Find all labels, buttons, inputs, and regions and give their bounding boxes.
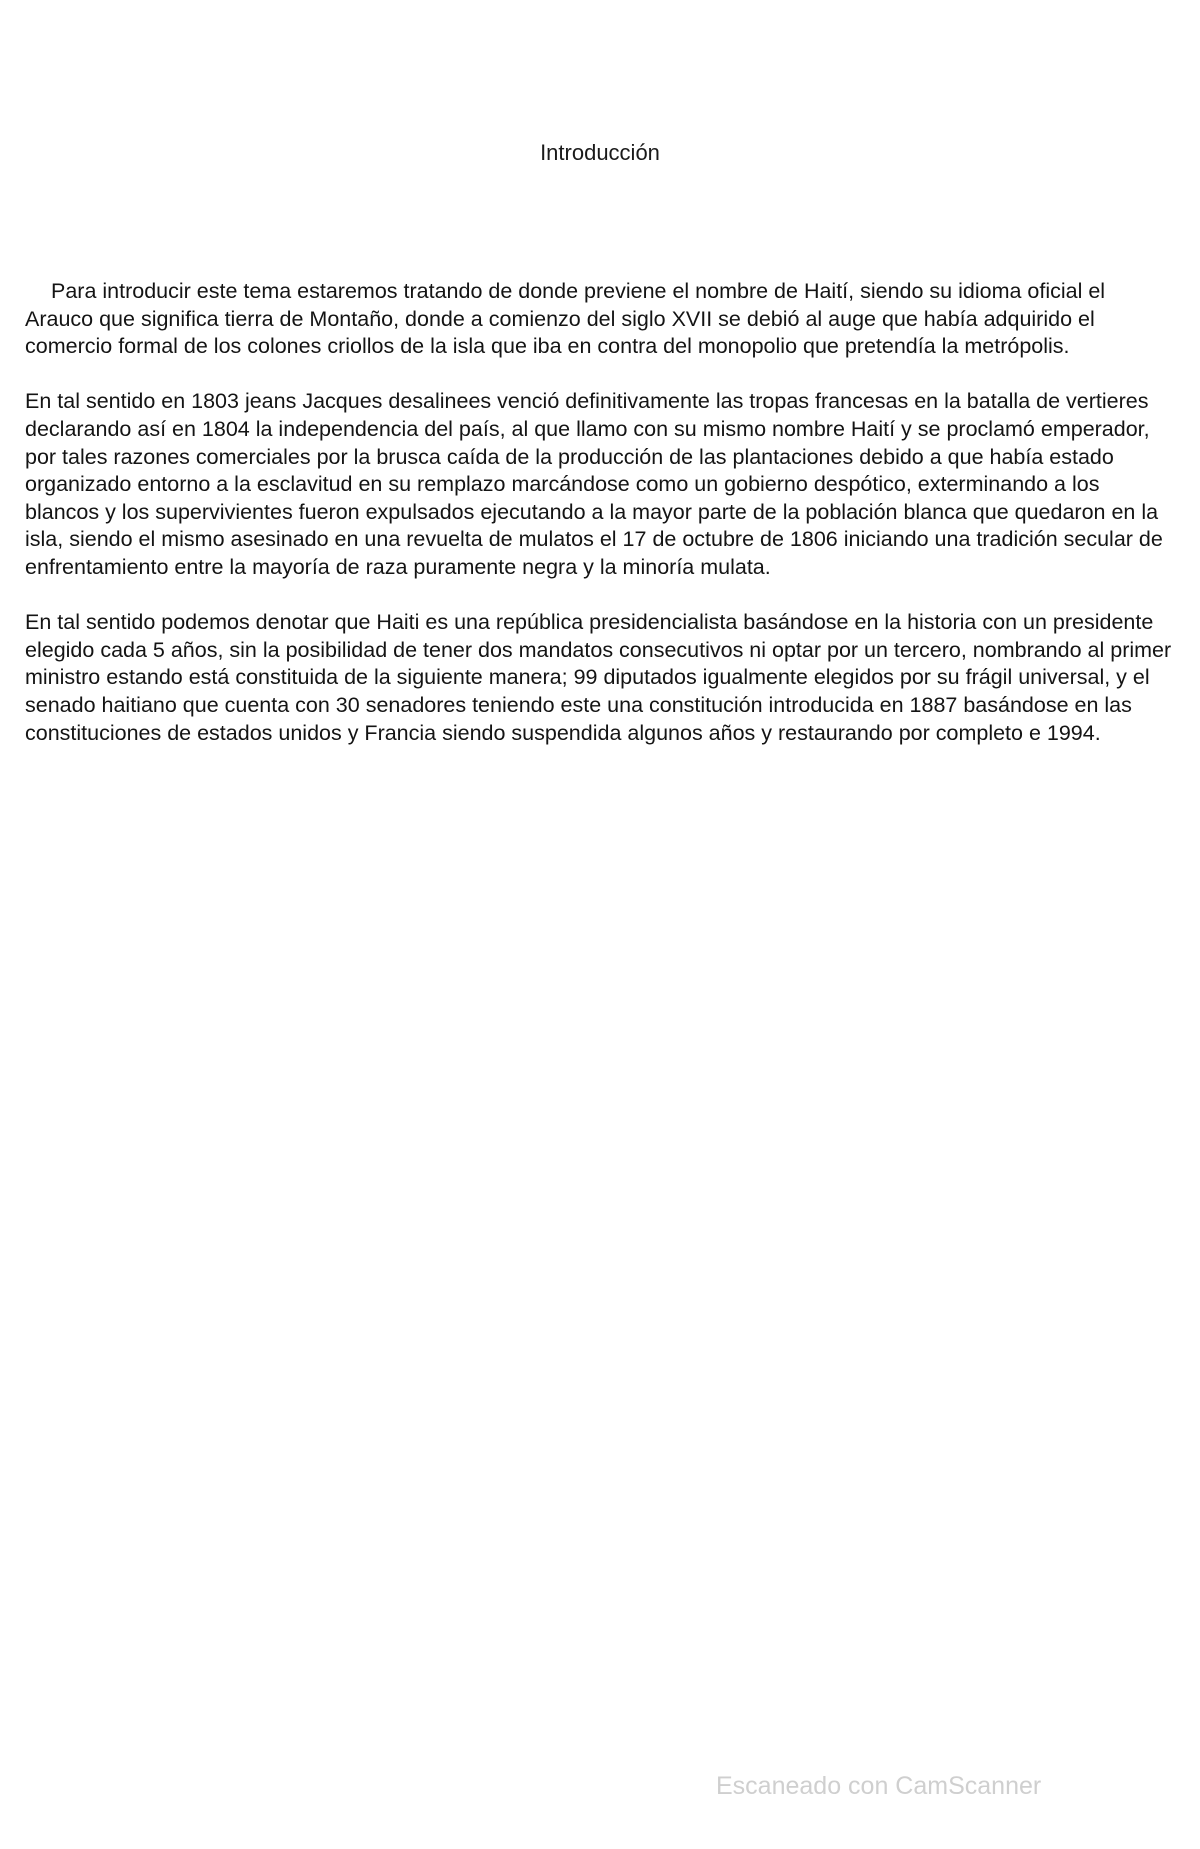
- paragraph-1: Para introducir este tema estaremos tratando de donde previene el nombre de Haití, siendo su idioma oficial el Arauco que significa tierra de Montaño, donde a comienzo del siglo XVII se debió al auge que había adquirido el comercio formal de los colones criollos de la isla que iba en contra del monopolio que pretendía la metrópolis.: [25, 279, 1106, 359]
- document-body: [25, 278, 1175, 775]
- paragraph-2: En tal sentido en 1803 jeans Jacques desalinees venció definitivamente las tropas francesas en la batalla de vertieres declarando así en 1804 la independencia del país, al que llamo con su mismo nombre Haití y se proclamó emperador, por tales razones comerciales por la brusca caída de la producción de las plantaciones debido a que había estado organizado entorno a la esclavitud en su remplazo marcándose como un gobierno despótico, exterminando a los blancos y los supervivientes fueron expulsados ejecutando a la mayor parte de la población blanca que quedaron en la isla, siendo el mismo asesinado en una revuelta de mulatos el 17 de octubre de 1806 iniciando una tradición secular de enfrentamiento entre la mayoría de raza puramente negra y la minoría mulata.: [25, 389, 1163, 579]
- camscanner-watermark: Escaneado con CamScanner: [716, 1772, 1042, 1800]
- document-title: Introducción: [540, 140, 660, 165]
- paragraph-3: En tal sentido podemos denotar que Haiti es una república presidencialista basándose en la historia con un presidente elegido cada 5 años, sin la posibilidad de tener dos mandatos consecutivos ni optar por un tercero, nombrando al primer ministro estando está constituida de la siguiente manera; 99 diputados igualmente elegidos por su frágil universal, y el senado haitiano que cuenta con 30 senadores teniendo este una constitución introducida en 1887 basándose en las constituciones de estados unidos y Francia siendo suspendida algunos años y restaurando por completo e 1994.: [25, 610, 1172, 745]
